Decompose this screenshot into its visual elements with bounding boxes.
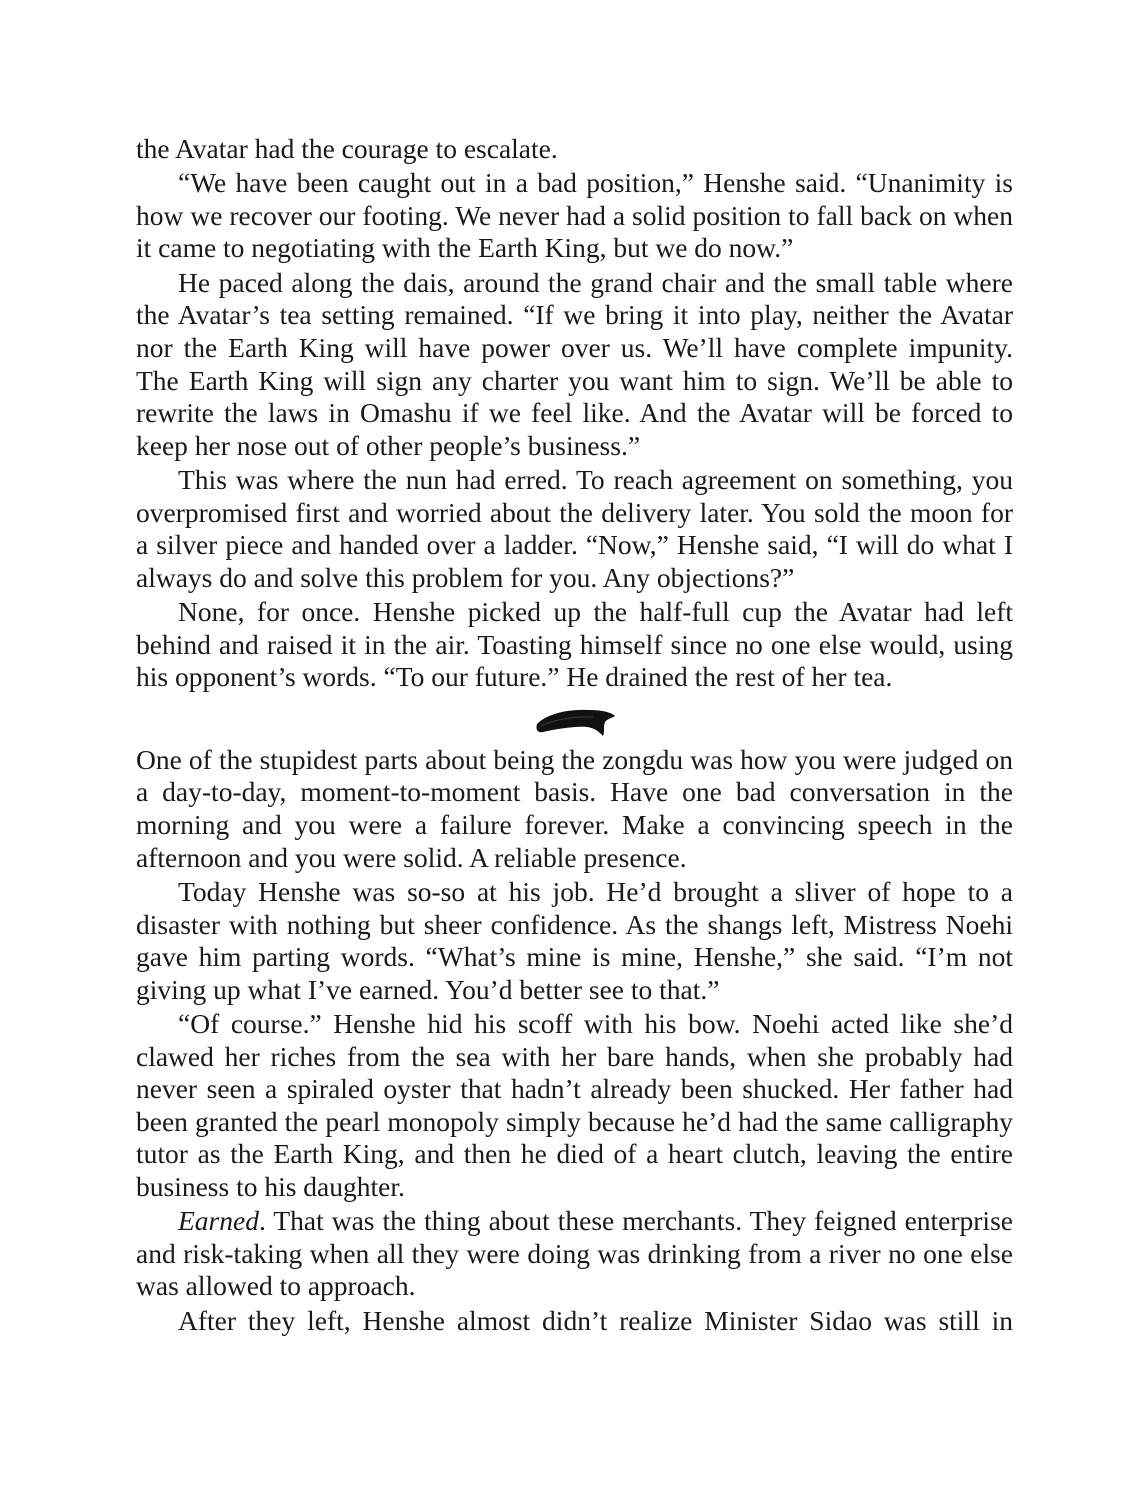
paragraph: One of the stupidest parts about being the zongdu was how you were judged on a day-to-day, moment-to-moment basis. Have one bad conversation in the morning and you were a failure forever. Make a convincing speech in the afternoon and you were solid. A reliable presence. [136,743,1013,873]
italic-word: Earned [178,1205,259,1237]
paragraph: Today Henshe was so-so at his job. He’d brought a sliver of hope to a disaster with nothing but sheer confidence. As the shangs left, Mistress Noehi gave him parting words. “What’s mine is mine, Henshe,” she said. “I’m not giving up what I’ve earned. You’d better see to that.” [136,875,1013,1005]
book-page [136,133,1013,1337]
paragraph: the Avatar had the courage to escalate. [136,133,558,164]
brush-stroke-icon [533,702,617,742]
paragraph: He paced along the dais, around the grand chair and the small table where the Avatar’s tea setting remained. “If we bring it into play, neither the Avatar nor the Earth King will have power over us. We’ll have complete impunity. The Earth King will sign any charter you want him to sign. We’ll be able to rewrite the laws in Omashu if we feel like. And the Avatar will be forced to keep her nose out of other people’s business.” [136,266,1013,461]
paragraph-text: . That was the thing about these merchants. They feigned enterprise and risk-taking when all they were doing was drinking from a river no one else was allowed to approach. [136,1205,1013,1302]
paragraph: After they left, Henshe almost didn’t realize Minister Sidao was still in [178,1304,1013,1336]
paragraph: “We have been caught out in a bad position,” Henshe said. “Unanimity is how we recover our footing. We never had a solid position to fall back on when it came to negotiating with the Earth King, but we do now.” [136,167,1013,264]
paragraph [136,1205,1013,1303]
paragraph: This was where the nun had erred. To reach agreement on something, you overpromised first and worried about the delivery later. You sold the moon for a silver piece and handed over a ladder. “Now,” Henshe said, “I will do what I always do and solve this problem for you. Any objections?” [136,464,1013,593]
paragraph: “Of course.” Henshe hid his scoff with his bow. Noehi acted like she’d clawed her riches from the sea with her bare hands, when she probably had never seen a spiraled oyster that hadn’t already been shucked. Her father had been granted the pearl monopoly simply because he’d had the same calligraphy tutor as the Earth King, and then he died of a heart clutch, leaving the entire business to his daughter. [136,1007,1013,1202]
paragraph: None, for once. Henshe picked up the half-full cup the Avatar had left behind and raised it in the air. Toasting himself since no one else would, using his opponent’s words. “To our future.” He drained the rest of her tea. [136,596,1013,693]
